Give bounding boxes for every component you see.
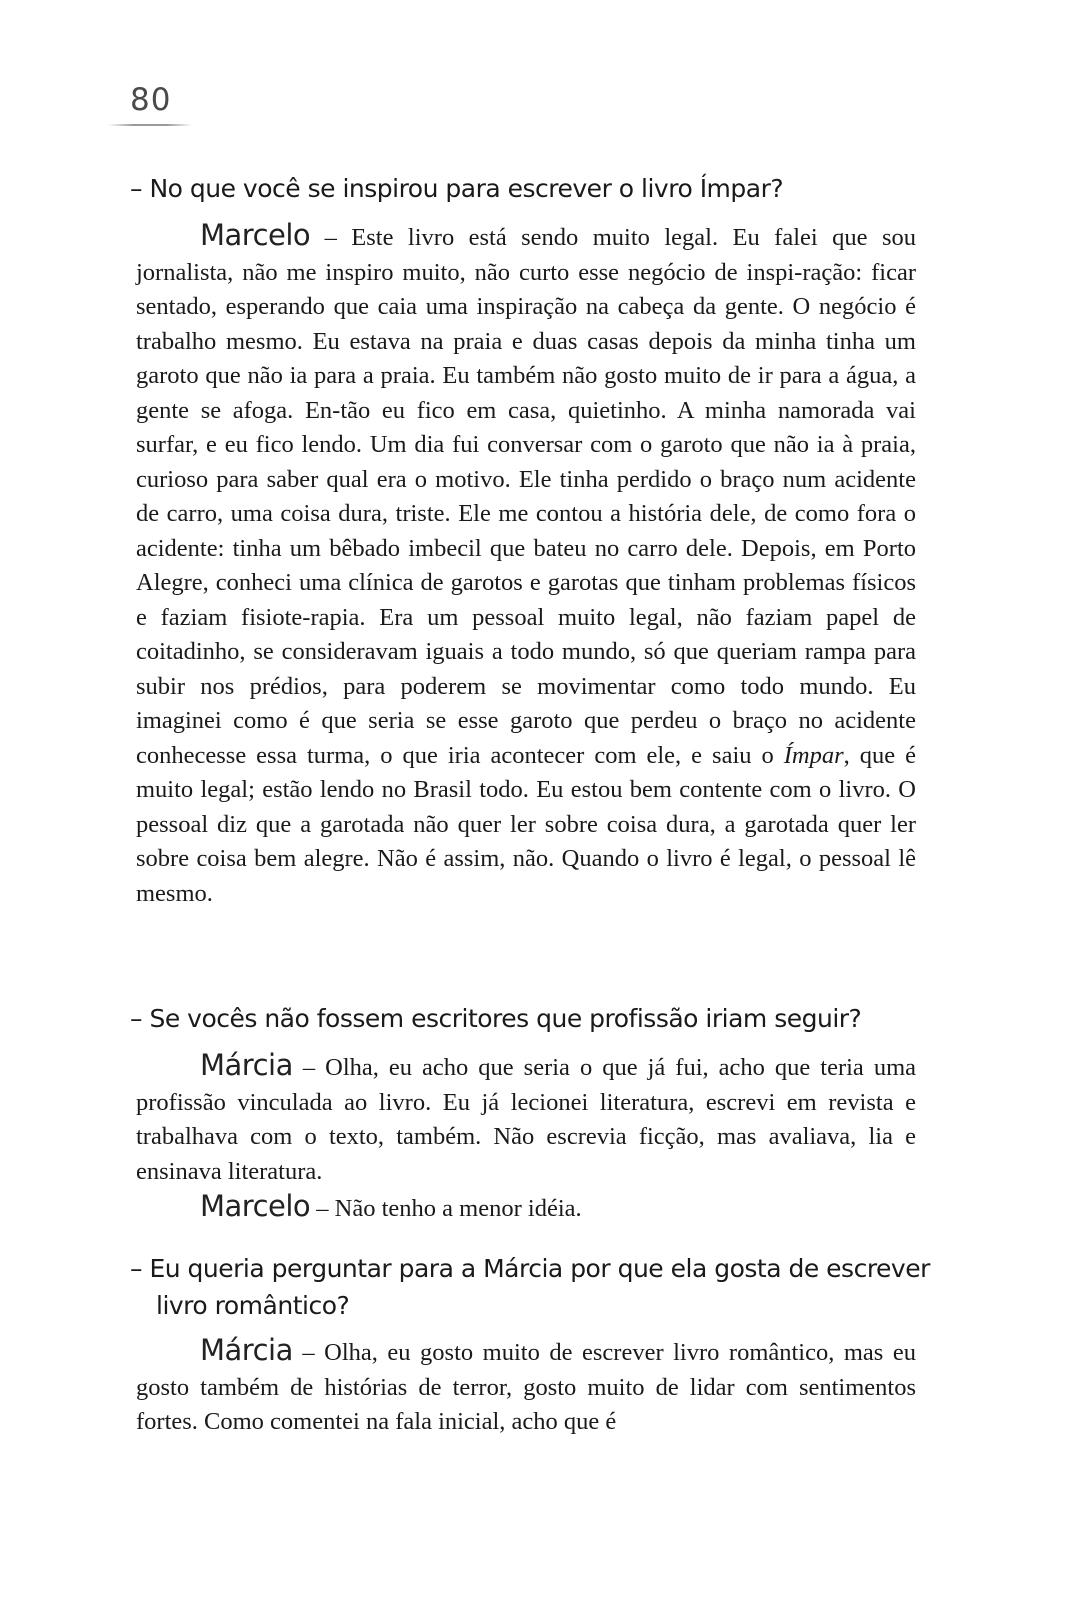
answer-text: – Não tenho a menor idéia. (310, 1195, 582, 1222)
speaker-name: Marcelo (200, 1189, 311, 1223)
answer-block-3 (136, 1333, 916, 1440)
answer-paragraph (136, 1048, 916, 1189)
book-title-italic: Ímpar (783, 741, 844, 769)
speaker-name: Marcelo (200, 218, 311, 252)
answer-paragraph (136, 218, 916, 911)
question-1: – No que você se inspirou para escrever o livro Ímpar? (130, 174, 784, 203)
answer-text: – Este livro está sendo muito legal. Eu falei que sou jornalista, não me inspiro muito, não curto esse negócio de inspi-ração: ficar sentado, esperando que caia uma inspiração na cabeça da gente. O negócio é trabalho mesmo. Eu estava na praia e duas casas depois da minha tinha um garoto que não ia para a praia. Eu também não gosto muito de ir para a água, a gente se afoga. En-tão eu fico em casa, quietinho. A minha namorada vai surfar, e eu fico lendo. Um dia fui conversar com o garoto que não ia à praia, curioso para saber qual era o motivo. Ele tinha perdido o braço num acidente de carro, uma coisa dura, triste. Ele me contou a história dele, de como fora o acidente: tinha um bêbado imbecil que bateu no carro dele. Depois, em Porto Alegre, conheci uma clínica de garotos e garotas que tinham problemas físicos e faziam fisiote-rapia. Era um pessoal muito legal, não faziam papel de coitadinho, se consideravam iguais a todo mundo, só que queriam rampa para subir nos prédios, para poderem se movimentar como todo mundo. Eu imaginei como é que seria se esse garoto que perdeu o braço no acidente conhecesse essa turma, o que iria acontecer com ele, e saiu o (136, 224, 916, 769)
answer-block-2 (136, 1048, 916, 1227)
answer-text-continued: , que é muito legal; estão lendo no Brasil todo. Eu estou bem contente com o livro. O pessoal diz que a garotada não quer ler sobre coisa dura, a garotada quer ler sobre coisa bem alegre. Não é assim, não. Quando o livro é legal, o pessoal lê mesmo. (136, 741, 916, 907)
page-number-rule (108, 124, 192, 126)
answer-text: – Olha, eu gosto muito de escrever livro romântico, mas eu gosto também de histórias de terror, gosto muito de lidar com sentimentos fortes. Como comentei na fala inicial, acho que é (136, 1339, 916, 1435)
speaker-name: Márcia (200, 1048, 293, 1082)
speaker-name: Márcia (200, 1333, 293, 1367)
answer-paragraph (136, 1189, 916, 1227)
answer-block-1 (136, 218, 916, 911)
answer-paragraph (136, 1333, 916, 1440)
question-3: – Eu queria perguntar para a Márcia por que ela gosta de escrever livro romântico? (130, 1254, 930, 1320)
question-2: – Se vocês não fossem escritores que profissão iriam seguir? (130, 1004, 862, 1033)
answer-text: – Olha, eu acho que seria o que já fui, acho que teria uma profissão vinculada ao livro. Eu já lecionei literatura, escrevi em revista e trabalhava com o texto, também. Não escrevia ficção, mas avaliava, lia e ensinava literatura. (136, 1054, 916, 1185)
page-number: 80 (130, 82, 172, 118)
